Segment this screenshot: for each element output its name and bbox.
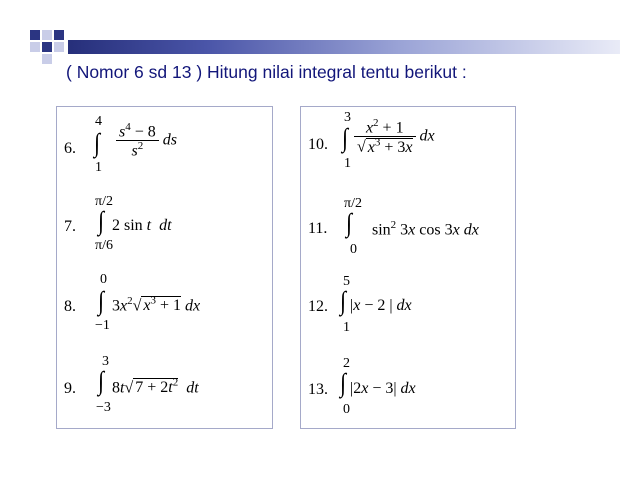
upper-limit: π/2 bbox=[95, 194, 113, 209]
lower-limit: −3 bbox=[96, 400, 111, 415]
integrand: $\frac{x^2 + 1}{√ x^3 + 3x}$ dx bbox=[354, 118, 435, 156]
integrand: $3x^2√$ $x^3 + 1$ dx bbox=[112, 295, 201, 315]
lower-limit: 0 bbox=[350, 242, 357, 257]
upper-limit: 5 bbox=[343, 274, 350, 289]
integral-sign: ∫ bbox=[342, 122, 349, 153]
problem-number: 8. bbox=[64, 298, 76, 315]
integral-sign: ∫ bbox=[98, 285, 105, 316]
integral-sign: ∫ bbox=[340, 367, 347, 398]
problem-number: 12. bbox=[308, 298, 328, 315]
lower-limit: π/6 bbox=[95, 238, 113, 253]
lower-limit: 0 bbox=[343, 402, 350, 417]
upper-limit: π/2 bbox=[344, 196, 362, 211]
lower-limit: 1 bbox=[343, 320, 350, 335]
integral-sign: ∫ bbox=[98, 205, 105, 236]
lower-limit: 1 bbox=[95, 160, 102, 175]
integrand: 2 sin t dt bbox=[112, 217, 172, 234]
problem-number: 7. bbox=[64, 218, 76, 235]
integrand: |x − 2 | dx bbox=[350, 297, 412, 314]
problem-number: 13. bbox=[308, 381, 328, 398]
problem-number: 10. bbox=[308, 136, 328, 153]
integral-sign: ∫ bbox=[98, 365, 105, 396]
integrand: $\sin^2 3x$ cos 3x dx bbox=[372, 219, 479, 239]
lower-limit: −1 bbox=[95, 318, 110, 333]
integrand: $\frac{s^4 - 8}{s^2}$ ds bbox=[116, 122, 177, 160]
integrand: |2x − 3| dx bbox=[350, 380, 416, 397]
upper-limit: 4 bbox=[95, 114, 102, 129]
integral-sign: ∫ bbox=[94, 127, 101, 158]
page-title: ( Nomor 6 sd 13 ) Hitung nilai integral tentu berikut : bbox=[66, 62, 467, 82]
upper-limit: 3 bbox=[102, 354, 109, 369]
integral-sign: ∫ bbox=[346, 207, 353, 238]
problem-number: 6. bbox=[64, 140, 76, 157]
upper-limit: 2 bbox=[343, 356, 350, 371]
problem-number: 9. bbox=[64, 380, 76, 397]
header-bar bbox=[68, 40, 620, 54]
integral-sign: ∫ bbox=[340, 285, 347, 316]
lower-limit: 1 bbox=[344, 156, 351, 171]
upper-limit: 3 bbox=[344, 110, 351, 125]
integrand: 8t√ $7 + 2t^2$ dt bbox=[112, 377, 199, 397]
problem-number: 11. bbox=[308, 220, 328, 237]
upper-limit: 0 bbox=[100, 272, 107, 287]
